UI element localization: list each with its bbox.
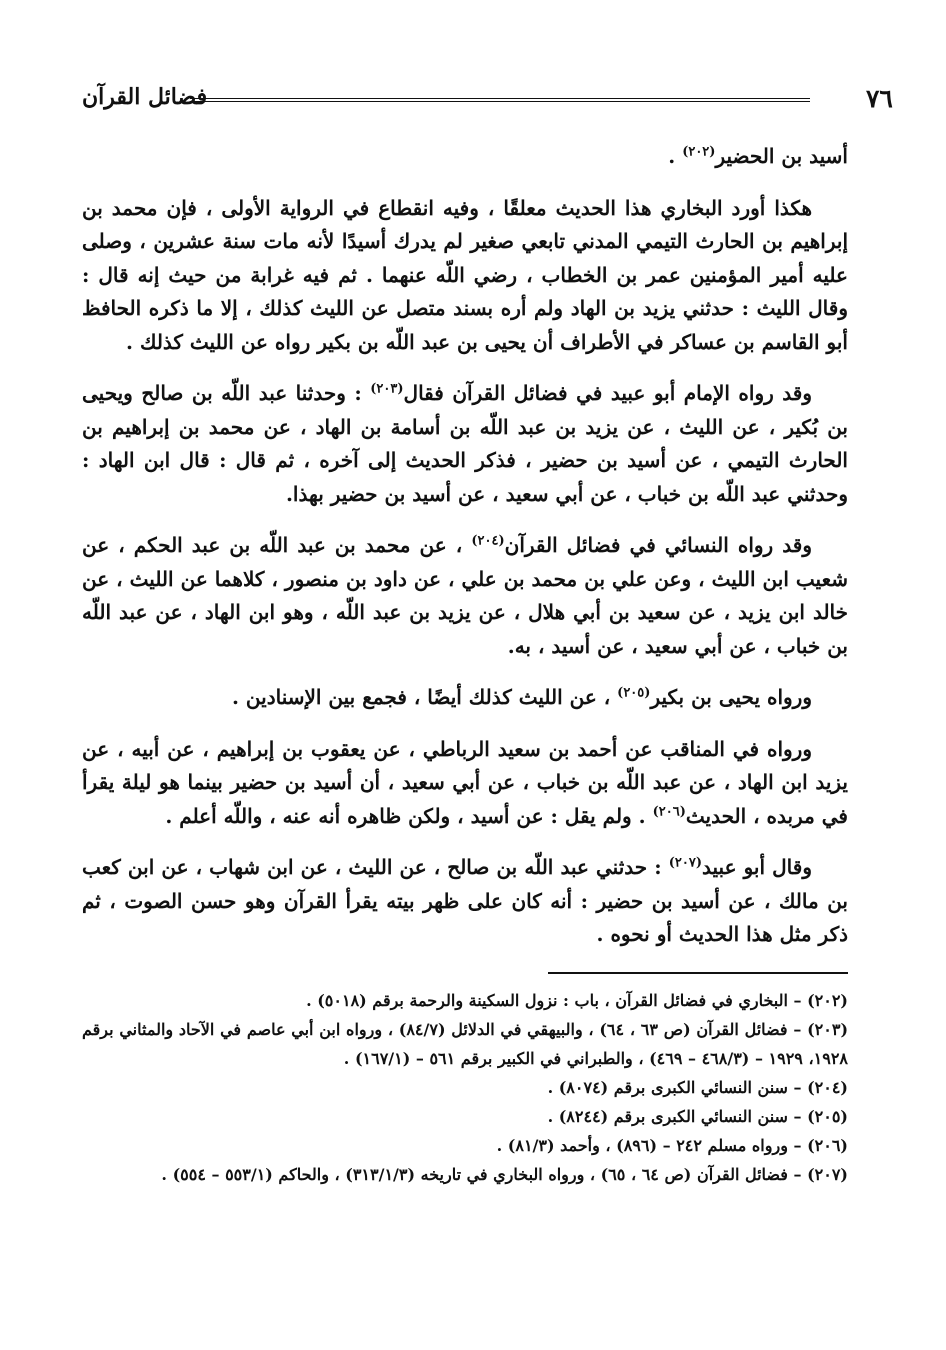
- footnote: (٢٠٦) – ورواه مسلم ٢٤٢ – (٨٩٦) ، وأحمد (٨١/٣) .: [496, 1136, 848, 1155]
- footnote-ref: (٢٠٧): [668, 855, 702, 871]
- header-rule: [190, 98, 810, 102]
- paragraph: ورواه في المناقب عن أحمد بن سعيد الرباطي ، عن يعقوب بن إبراهيم ، عن أبيه ، عن يزيد ابن الهاد ، عن عبد اللّه بن خباب ، عن أبي سعيد ، أن أسيد بن حضير بينما هو ليلة يقرأ في مربده ، الحديث$^{(٢٠٦)}$ . ولم يقل : عن أسيد ، ولكن ظاهره أنه عنه ، واللّه أعلم .: [82, 736, 848, 828]
- footnote: (٢٠٣) – فضائل القرآن (ص ٦٣ ، ٦٤) ، والبيهقي في الدلائل (٨٤/٧) ، ورواه ابن أبي عاصم في الآحاد والمثاني برقم ١٩٢٨، ١٩٢٩ – (٤٦٨/٣ – ٤٦٩) ، والطبراني في الكبير برقم ٥٦١ – (١٦٧/١) .: [82, 1020, 849, 1068]
- footnote: (٢٠٤) – سنن النسائي الكبرى برقم (٨٠٧٤) .: [547, 1078, 848, 1097]
- page-number: ٧٦: [866, 84, 893, 113]
- footnote: (٢٠٥) – سنن النسائي الكبرى برقم (٨٢٤٤) .: [547, 1107, 848, 1126]
- footnote: (٢٠٧) – فضائل القرآن (ص ٦٤ ، ٦٥) ، ورواه البخاري في تاريخه (٣١٣/١/٣) ، والحاكم (٥٥٣/١ – ٥٥٤) .: [161, 1165, 848, 1184]
- paragraph: ورواه يحيى بن بكير$^{(٢٠٥)}$ ، عن الليث كذلك أيضًا ، فجمع بين الإسنادين .: [231, 685, 812, 709]
- footnote-ref: (٢٠٣): [370, 381, 404, 397]
- page-header: [82, 84, 893, 120]
- paragraph: وقد رواه النسائي في فضائل القرآن$^{(٢٠٤)}$ ، عن محمد بن عبد اللّه بن عبد الحكم ، عن شعيب ابن الليث ، وعن علي بن محمد بن علي ، عن داود بن منصور ، كلاهما عن الليث ، عن خالد ابن يزيد ، عن سعيد بن أبي هلال ، عن يزيد بن عبد اللّه ، وهو ابن الهاد ، عن عبد اللّه بن خباب ، عن أبي سعيد ، عن أسيد ، به.: [82, 533, 848, 658]
- footnote-ref: (٢٠٥): [617, 685, 651, 701]
- main-text: [82, 140, 848, 970]
- footnotes: [82, 986, 848, 1189]
- running-head: فضائل القرآن: [82, 84, 208, 110]
- footnote-ref: (٢٠٢): [682, 144, 716, 160]
- footnote-ref: (٢٠٤): [471, 533, 505, 549]
- paragraph: أسيد بن الحضير$^{(٢٠٢)}$ .: [668, 144, 848, 168]
- paragraph: وقال أبو عبيد$^{(٢٠٧)}$ : حدثني عبد اللّه بن صالح ، عن الليث ، عن ابن شهاب ، عن ابن كعب بن مالك ، عن أسيد بن حضير : أنه كان على ظهر بيته يقرأ القرآن وهو حسن الصوت ، ثم ذكر مثل هذا الحديث أو نحوه .: [82, 855, 848, 946]
- paragraph: وقد رواه الإمام أبو عبيد في فضائل القرآن فقال$^{(٢٠٣)}$ : وحدثنا عبد اللّه بن صالح ويحيى بن بُكير ، عن الليث ، عن يزيد بن عبد اللّه بن أسامة بن الهاد ، عن محمد بن إبراهيم بن الحارث التيمي ، عن أسيد بن حضير ، فذكر الحديث إلى آخره ، ثم قال : قال ابن الهاد : وحدثني عبد اللّه بن خباب ، عن أبي سعيد ، عن أسيد بن حضير بهذا.: [82, 381, 848, 506]
- footnote-ref: (٢٠٦): [652, 803, 686, 819]
- footnote-divider: [548, 972, 848, 974]
- footnote: (٢٠٢) – البخاري في فضائل القرآن ، باب : نزول السكينة والرحمة برقم (٥٠١٨) .: [306, 991, 848, 1010]
- paragraph: هكذا أورد البخاري هذا الحديث معلقًا ، وفيه انقطاع في الرواية الأولى ، فإن محمد بن إبراهيم بن الحارث التيمي المدني تابعي صغير لم يدرك أسيدًا لأنه مات سنة عشرين ، وصلى عليه أمير المؤمنين عمر بن الخطاب ، رضي اللّه عنهما . ثم فيه غرابة من حيث إنه قال : وقال الليث : حدثني يزيد بن الهاد ولم أره بسند متصل عن الليث كذلك ، إلا ما ذكره الحافظ أبو القاسم بن عساكر في الأطراف أن يحيى بن عبد اللّه بن بكير رواه عن الليث كذلك .: [82, 195, 848, 354]
